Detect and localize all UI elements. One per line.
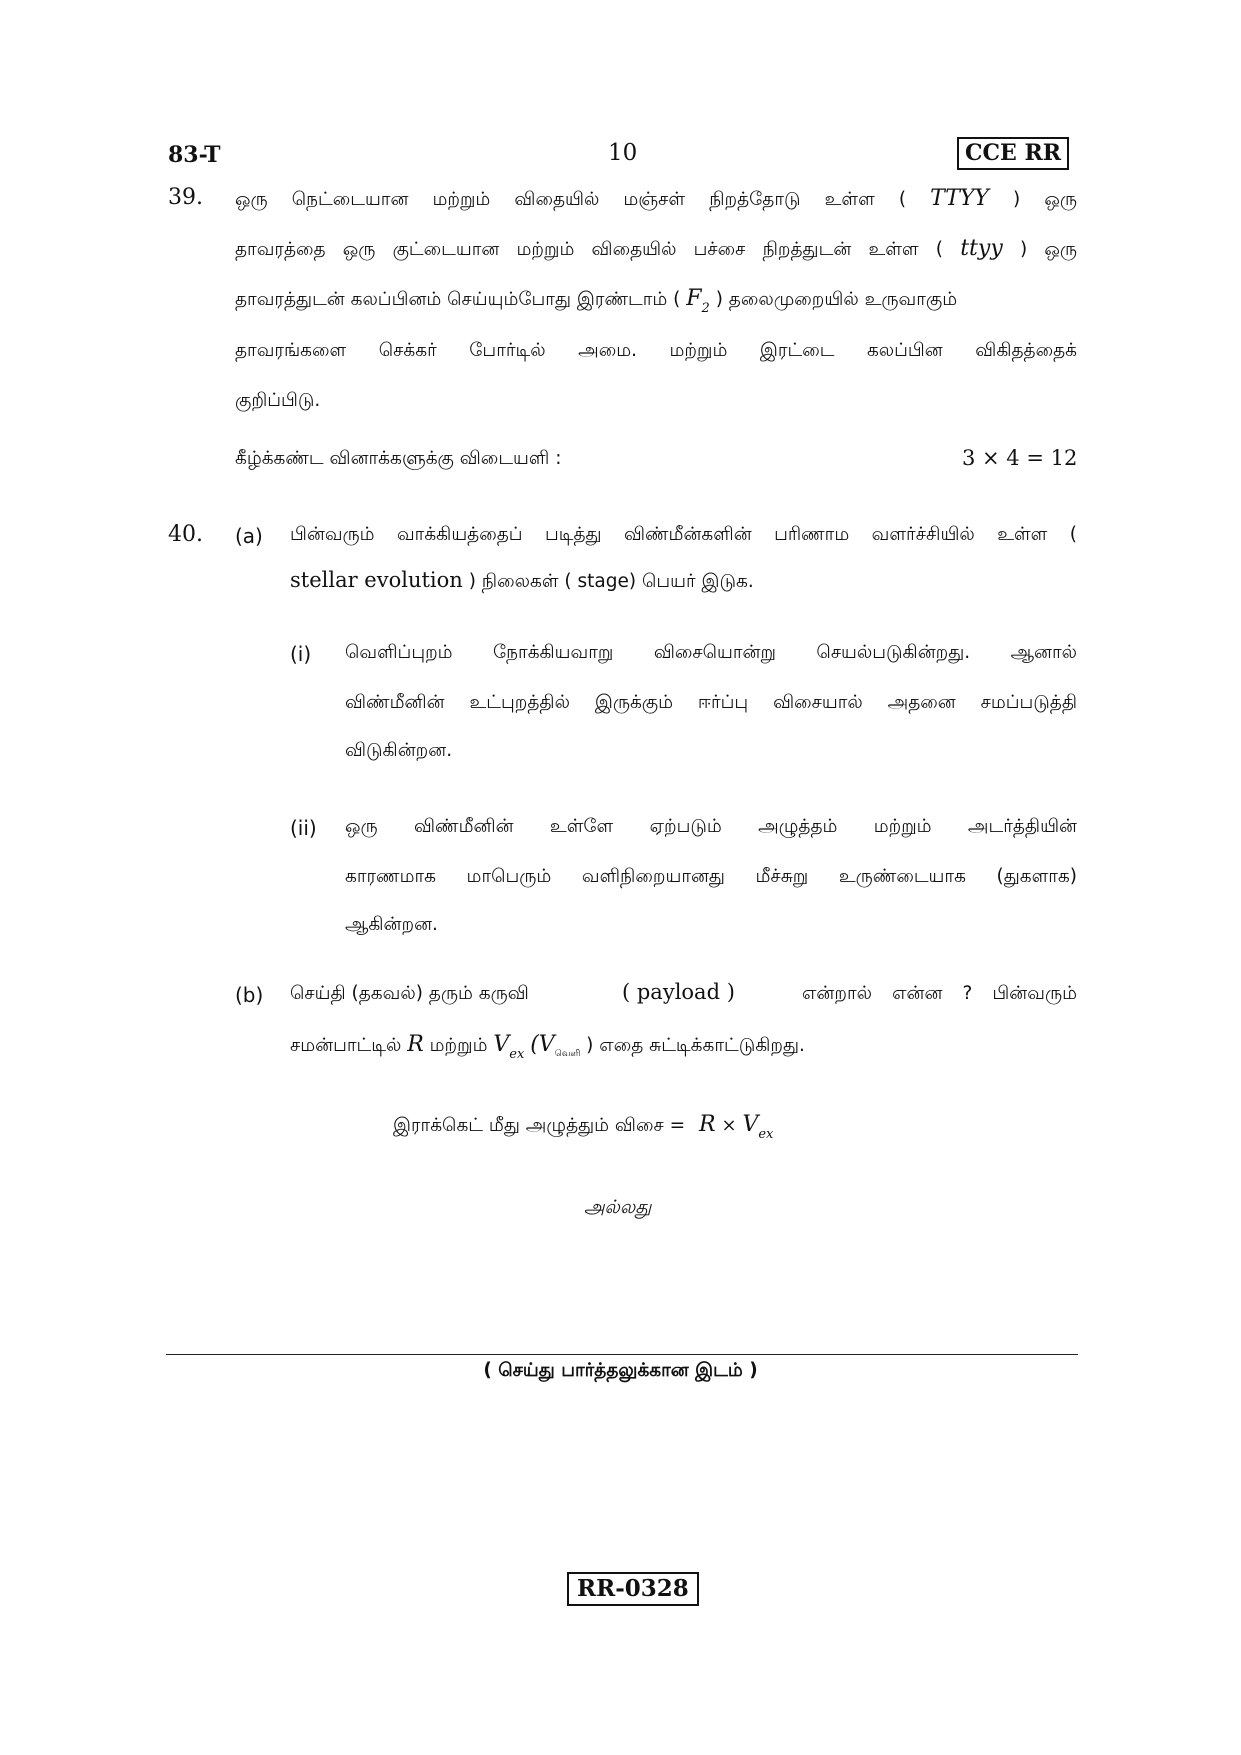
q39-line-5: குறிப்பிடு. xyxy=(235,390,321,411)
q39-line-2-end: ) ஒரு xyxy=(1019,239,1077,260)
q40-a-label: (a) xyxy=(235,524,263,548)
q40-b-line-2 xyxy=(290,1032,805,1062)
q40-a-line-2-text: ) நிலைகள் ( stage) பெயர் இடுக. xyxy=(468,571,754,592)
q40-b-line-1-end: என்றால் என்ன ? பின்வரும் xyxy=(802,983,1077,1004)
genotype-ttyy: ttyy xyxy=(960,236,1003,261)
q40-i-line-1: வெளிப்புறம் நோக்கியவாறு விசையொன்று செயல்படுகின்றது. ஆனால் xyxy=(345,642,1077,663)
q39-line-4: தாவரங்களை செக்கர் போர்டில் அமை. மற்றும் இரட்டை கலப்பின விகிதத்தைக் xyxy=(235,340,1077,361)
q40-i-line-3: விடுகின்றன. xyxy=(345,740,453,761)
q39-line-1 xyxy=(235,186,1077,212)
q39-line-3-end: ) தலைமுறையில் உருவாகும் xyxy=(715,289,958,310)
q40-ii-label: (ii) xyxy=(290,816,317,840)
generation-F: F xyxy=(686,286,702,311)
payload-term: ( payload ) xyxy=(622,980,735,1004)
q40-ii-line-1: ஒரு விண்மீனின் உள்ளே ஏற்படும் அழுத்தம் மற்றும் அடர்த்தியின் xyxy=(345,816,1077,837)
equation-label: இராக்கெட் மீது அழுத்தும் விசை = xyxy=(393,1115,686,1136)
page-number: 10 xyxy=(608,140,638,166)
q39-line-2-text: தாவரத்தை ஒரு குட்டையான மற்றும் விதையில் பச்சை நிறத்துடன் உள்ள ( xyxy=(235,239,944,260)
symbol-V: V xyxy=(493,1032,510,1057)
generation-subscript: 2 xyxy=(701,301,710,316)
q40-ii-line-3: ஆகின்றன. xyxy=(345,914,438,935)
q40-b-line-2-end: ) எதை சுட்டிக்காட்டுகிறது. xyxy=(586,1035,805,1056)
q39-line-3-text: தாவரத்துடன் கலப்பினம் செய்யும்போது இரண்டாம் ( xyxy=(235,289,681,310)
symbol-V-tamil-subscript: வெளி xyxy=(554,1049,581,1059)
q40-a-line-2 xyxy=(290,568,754,594)
q39-line-1-text: ஒரு நெட்டையான மற்றும் விதையில் மஞ்சள் நிறத்தோடு உள்ள ( xyxy=(235,189,907,210)
thrust-equation xyxy=(393,1112,773,1142)
rough-work-label: ( செய்து பார்த்தலுக்கான இடம் ) xyxy=(483,1360,758,1381)
q39-line-1-end: ) ஒரு xyxy=(1013,189,1077,210)
q40-b-line-2-text: சமன்பாட்டில் xyxy=(290,1035,402,1056)
section-instruction: கீழ்க்கண்ட வினாக்களுக்கு விடையளி : xyxy=(235,448,562,469)
q40-b-label: (b) xyxy=(235,983,264,1007)
q40-number: 40. xyxy=(168,522,203,547)
stellar-evolution-term: stellar evolution xyxy=(290,568,463,592)
genotype-TTYY: TTYY xyxy=(930,186,989,211)
q39-line-3 xyxy=(235,286,957,316)
q39-number: 39. xyxy=(168,185,203,210)
symbol-R: R xyxy=(407,1032,424,1057)
q40-i-label: (i) xyxy=(290,642,312,666)
equation-R: R xyxy=(699,1112,716,1137)
section-marks: 3 × 4 = 12 xyxy=(962,446,1078,470)
q40-b-line-2-and: மற்றும் xyxy=(429,1035,488,1056)
or-separator: அல்லது xyxy=(584,1197,652,1218)
equation-V: V xyxy=(742,1112,759,1137)
q40-i-line-2: விண்மீனின் உட்புறத்தில் இருக்கும் ஈர்ப்பு விசையால் அதனை சமப்படுத்தி xyxy=(345,692,1077,713)
series-box: CCE RR xyxy=(957,137,1069,170)
equation-times: × xyxy=(721,1115,737,1136)
symbol-V-tamil: (V xyxy=(530,1032,555,1057)
q40-ii-line-2: காரணமாக மாபெரும் வளிநிறையானது மீச்சுறு உருண்டையாக (துகளாக) xyxy=(345,866,1077,887)
q40-b-line-1-start: செய்தி (தகவல்) தரும் கருவி xyxy=(290,983,529,1004)
q40-a-line-1: பின்வரும் வாக்கியத்தைப் படித்து விண்மீன்களின் பரிணாம வளர்ச்சியில் உள்ள ( xyxy=(290,524,1077,545)
paper-code: 83-T xyxy=(168,142,221,168)
equation-V-subscript: ex xyxy=(758,1127,774,1142)
footer-code-box: RR-0328 xyxy=(567,1572,699,1606)
symbol-V-subscript: ex xyxy=(509,1047,525,1062)
q39-line-2 xyxy=(235,236,1077,262)
rough-work-divider xyxy=(166,1354,1078,1355)
